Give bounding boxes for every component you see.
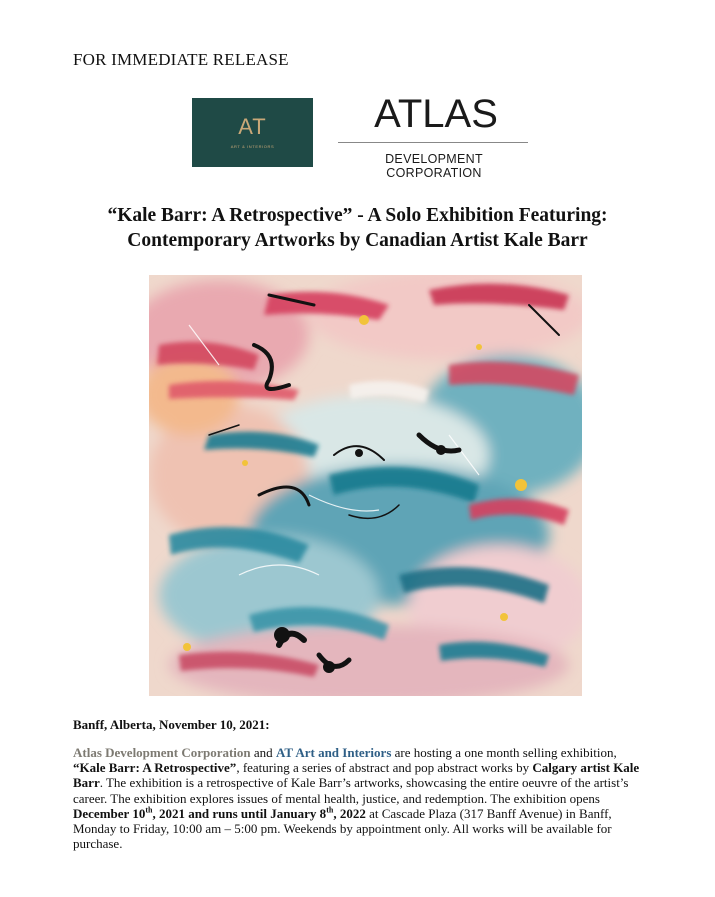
headline-line-1: “Kale Barr: A Retrospective” - A Solo Exhibition Featuring:	[107, 205, 608, 226]
ordinal-sup-1: th	[145, 805, 153, 815]
ordinal-sup-2: th	[326, 805, 334, 815]
body-text-3: . The exhibition is a retrospective of Kale Barr’s artworks, showcasing the entire oeuvre of the artist’s career. The exhibition explores issues of mental health, justice, and redemption. The exhibition opens	[73, 775, 629, 806]
body-text-and: and	[250, 745, 276, 760]
atlas-development-link[interactable]: Atlas Development Corporation	[73, 745, 251, 760]
body-text-1: are hosting a one month selling exhibition,	[391, 745, 617, 760]
dateline: Banff, Alberta, November 10, 2021:	[73, 717, 270, 732]
atlas-logo-wordmark: ATLAS	[374, 92, 498, 136]
atlas-development-logo	[336, 92, 532, 180]
exhibition-title: “Kale Barr: A Retrospective”	[73, 760, 237, 776]
headline-line-2: Contemporary Artworks by Canadian Artist Kale Barr	[127, 230, 588, 251]
artist-name: Calgary artist Kale Barr	[73, 760, 640, 791]
release-header: FOR IMMEDIATE RELEASE	[73, 50, 289, 69]
at-logo-mark: AT	[238, 114, 267, 139]
open-date-a: December 10	[73, 805, 146, 821]
open-date-c: , 2022	[333, 805, 366, 821]
at-art-interiors-link[interactable]: AT Art and Interiors	[275, 745, 392, 760]
body-text-2: , featuring a series of abstract and pop abstract works by	[236, 760, 533, 776]
body-paragraph	[73, 745, 648, 851]
exhibition-dates	[73, 806, 366, 821]
headline	[40, 203, 675, 253]
at-art-interiors-logo	[192, 98, 313, 167]
atlas-logo-subtitle: DEVELOPMENT CORPORATION	[385, 152, 483, 180]
at-logo-subtitle: ART & INTERIORS	[230, 144, 275, 149]
atlas-logo-rule	[338, 142, 528, 143]
open-date-b: , 2021 and runs until January 8	[152, 805, 327, 821]
abstract-painting-image	[149, 275, 582, 696]
body-text-4: at Cascade Plaza (317 Banff Avenue) in Banff, Monday to Friday, 10:00 am – 5:00 pm. Weekends by appointment only. All works will be available for purchase.	[73, 805, 612, 852]
